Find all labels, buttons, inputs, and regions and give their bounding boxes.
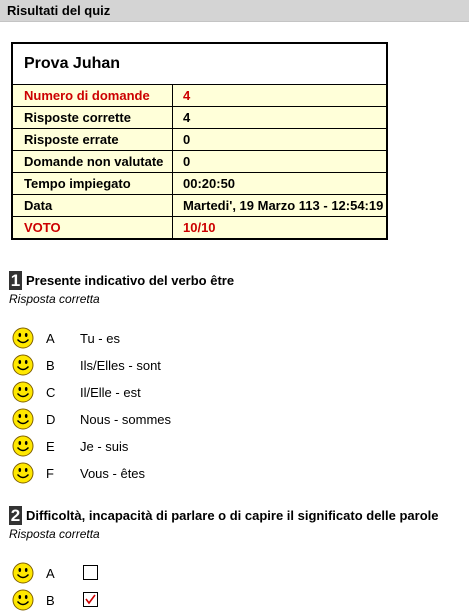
answer-text: Vous - êtes [80, 466, 146, 481]
smiley-icon [12, 381, 34, 403]
answer-row [12, 354, 161, 376]
question-status: Risposta corretta [9, 527, 100, 541]
answer-letter: C [46, 385, 56, 400]
answer-text: Je - suis [80, 439, 129, 454]
smiley-icon [12, 462, 34, 484]
answer-letter: E [46, 439, 55, 454]
question-number: 2 [10, 505, 21, 525]
smiley-icon [12, 408, 34, 430]
answer-text: Il/Elle - est [80, 385, 141, 400]
answer-row [12, 435, 129, 457]
student-name: Prova Juhan [12, 43, 387, 85]
smiley-icon [12, 589, 34, 611]
question-number: 1 [10, 270, 21, 290]
row-label-correct: Risposte corrette [12, 107, 173, 129]
row-value-correct: 4 [173, 107, 388, 129]
row-value-not-evaluated: 0 [173, 151, 388, 173]
answer-letter: D [46, 412, 56, 427]
answer-letter: B [46, 593, 55, 608]
answer-letter: B [46, 358, 55, 373]
answer-row [12, 327, 120, 349]
row-value-wrong: 0 [173, 129, 388, 151]
row-label-date: Data [12, 195, 173, 217]
smiley-icon [12, 435, 34, 457]
smiley-icon [12, 562, 34, 584]
answer-text: Tu - es [80, 331, 120, 346]
row-label-time: Tempo impiegato [12, 173, 173, 195]
smiley-icon [12, 354, 34, 376]
row-value-date: Martedi', 19 Marzo 113 - 12:54:19 [173, 195, 388, 217]
question-title: Presente indicativo del verbo être [26, 272, 235, 288]
row-value-num-questions: 4 [173, 85, 388, 107]
row-label-wrong: Risposte errate [12, 129, 173, 151]
question-1 [9, 270, 234, 306]
answer-row [12, 462, 146, 484]
question-2 [9, 505, 439, 541]
row-label-num-questions: Numero di domande [12, 85, 173, 107]
row-label-not-evaluated: Domande non valutate [12, 151, 173, 173]
answer-letter: A [46, 331, 55, 346]
answer-checkbox[interactable] [83, 592, 98, 607]
row-value-grade: 10/10 [173, 217, 388, 240]
header-bar [0, 0, 469, 22]
question-title: Difficoltà, incapacità di parlare o di capire il significato delle parole [26, 507, 439, 523]
answer-text: Ils/Elles - sont [80, 358, 161, 373]
answer-checkbox[interactable] [83, 565, 98, 580]
row-label-grade: VOTO [12, 217, 173, 240]
answer-row [12, 562, 55, 584]
answer-row [12, 408, 172, 430]
answer-letter: F [46, 466, 54, 481]
answer-row [12, 589, 55, 611]
answer-letter: A [46, 566, 55, 581]
row-value-time: 00:20:50 [173, 173, 388, 195]
result-table [11, 42, 388, 240]
smiley-icon [12, 327, 34, 349]
question-status: Risposta corretta [9, 292, 100, 306]
answer-row [12, 381, 141, 403]
page-title: Risultati del quiz [7, 3, 111, 18]
answer-text: Nous - sommes [80, 412, 172, 427]
